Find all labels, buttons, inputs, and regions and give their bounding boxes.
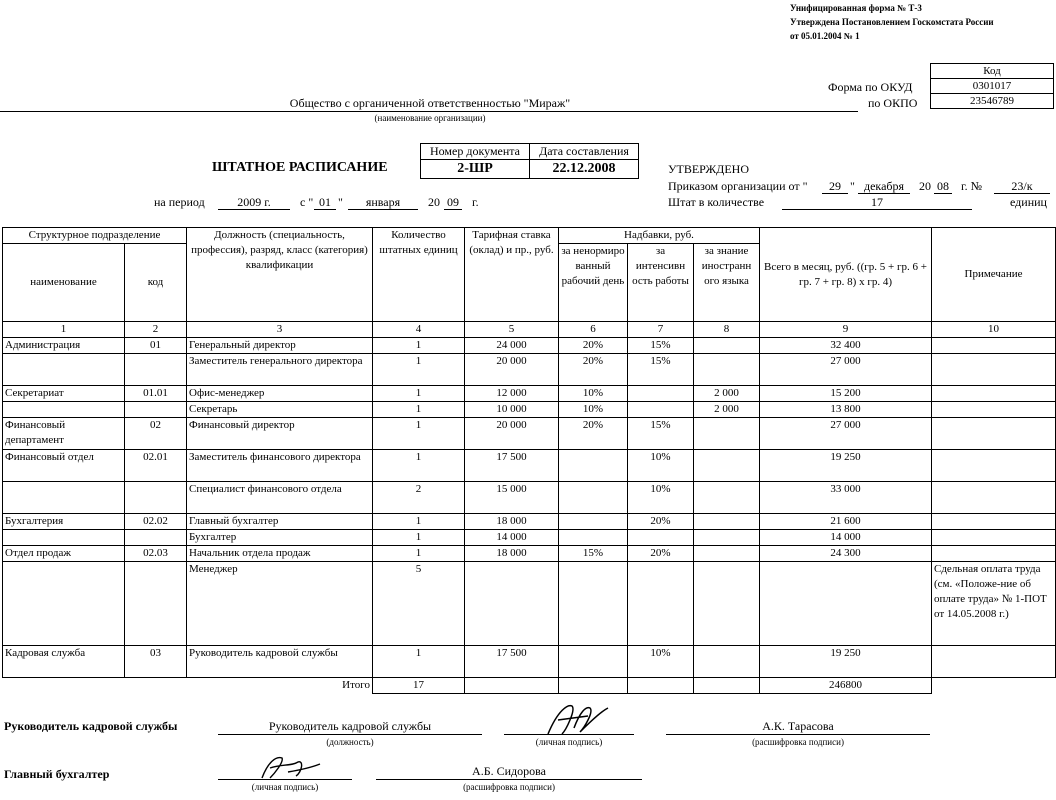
period-year-line bbox=[218, 209, 290, 210]
row-note bbox=[932, 418, 1056, 450]
header-total: Всего в месяц, руб. ((гр. 5 + гр. 6 + гр. 7 + гр. 8) х гр. 4) bbox=[760, 228, 932, 322]
row-code: 03 bbox=[125, 646, 187, 678]
row-dept bbox=[3, 354, 125, 386]
codes-table bbox=[930, 63, 1054, 109]
row-allow-3: 2 000 bbox=[694, 402, 760, 418]
period-day-line bbox=[314, 209, 336, 210]
row-note bbox=[932, 338, 1056, 354]
staff-count-line bbox=[782, 209, 972, 210]
row-allow-2: 10% bbox=[628, 450, 694, 482]
row-allow-1 bbox=[559, 530, 628, 546]
header-note: Примечание bbox=[932, 228, 1056, 322]
row-position: Генеральный директор bbox=[187, 338, 373, 354]
row-dept: Секретариат bbox=[3, 386, 125, 402]
period-label: на период bbox=[154, 195, 205, 209]
doc-date-header: Дата составления bbox=[530, 144, 639, 160]
row-allow-3 bbox=[694, 482, 760, 514]
row-dept bbox=[3, 402, 125, 418]
row-allow-3 bbox=[694, 514, 760, 530]
header-rate: Тарифная ставка (оклад) и пр., руб. bbox=[465, 228, 559, 322]
row-total: 19 250 bbox=[760, 646, 932, 678]
row-rate: 24 000 bbox=[465, 338, 559, 354]
row-count: 1 bbox=[373, 338, 465, 354]
row-allow-1: 20% bbox=[559, 354, 628, 386]
org-name: Общество с органиченной ответственностью "Мираж" bbox=[289, 96, 571, 110]
period-g: г. bbox=[472, 195, 479, 209]
total-empty bbox=[628, 678, 694, 694]
header-struct: Структурное подразделение bbox=[3, 228, 187, 244]
staff-label: Штат в количестве bbox=[668, 195, 765, 209]
header-position: Должность (специальность, профессия), разряд, класс (категория) квалификации bbox=[187, 228, 373, 322]
doc-title: ШТАТНОЕ РАСПИСАНИЕ bbox=[212, 160, 388, 175]
acc-sign-caption: (личная подпись) bbox=[251, 782, 319, 792]
row-allow-2 bbox=[628, 530, 694, 546]
row-position: Бухгалтер bbox=[187, 530, 373, 546]
row-total: 15 200 bbox=[760, 386, 932, 402]
hr-name: А.К. Тарасова bbox=[762, 719, 834, 733]
row-dept bbox=[3, 530, 125, 546]
approved-number-line bbox=[994, 193, 1050, 194]
row-allow-1: 15% bbox=[559, 546, 628, 562]
header-name: наименование bbox=[3, 244, 125, 322]
acc-name-caption: (расшифровка подписи) bbox=[463, 782, 555, 792]
row-code bbox=[125, 402, 187, 418]
row-allow-1: 10% bbox=[559, 402, 628, 418]
row-dept: Финансовый отдел bbox=[3, 450, 125, 482]
row-rate: 18 000 bbox=[465, 546, 559, 562]
table-row bbox=[3, 386, 1056, 402]
table-row bbox=[3, 450, 1056, 482]
row-allow-3: 2 000 bbox=[694, 386, 760, 402]
row-total: 14 000 bbox=[760, 530, 932, 546]
row-code: 02.03 bbox=[125, 546, 187, 562]
header-count: Количество штатных единиц bbox=[373, 228, 465, 322]
period-month-line bbox=[348, 209, 418, 210]
row-allow-3 bbox=[694, 338, 760, 354]
approved-month-line bbox=[858, 193, 910, 194]
period-year-prefix: 20 bbox=[428, 195, 440, 209]
row-allow-3 bbox=[694, 546, 760, 562]
row-allow-1: 20% bbox=[559, 418, 628, 450]
staff-count: 17 bbox=[871, 195, 883, 209]
okpo-label: по ОКПО bbox=[868, 96, 918, 110]
row-note: Сдельная оплата труда (см. «Положе-ние об оплате труда» № 1-ПОТ от 14.05.2008 г.) bbox=[932, 562, 1056, 646]
total-sum: 246800 bbox=[760, 678, 932, 694]
row-allow-2: 10% bbox=[628, 646, 694, 678]
row-allow-3 bbox=[694, 530, 760, 546]
approved-year-line bbox=[934, 193, 952, 194]
hr-sign-line bbox=[504, 734, 634, 735]
row-total bbox=[760, 562, 932, 646]
row-count: 2 bbox=[373, 482, 465, 514]
row-total: 27 000 bbox=[760, 418, 932, 450]
period-from: с " bbox=[300, 195, 314, 209]
row-allow-2 bbox=[628, 386, 694, 402]
period-year: 2009 г. bbox=[237, 195, 271, 209]
period-month: января bbox=[365, 195, 401, 209]
table-row bbox=[3, 338, 1056, 354]
period-day: 01 bbox=[319, 195, 331, 209]
period-year-suffix: 09 bbox=[447, 195, 459, 209]
row-position: Офис-менеджер bbox=[187, 386, 373, 402]
hr-position-line bbox=[218, 734, 482, 735]
row-dept: Отдел продаж bbox=[3, 546, 125, 562]
row-count: 1 bbox=[373, 646, 465, 678]
row-position: Секретарь bbox=[187, 402, 373, 418]
row-count: 1 bbox=[373, 354, 465, 386]
row-position: Специалист финансового отдела bbox=[187, 482, 373, 514]
row-total: 21 600 bbox=[760, 514, 932, 530]
row-count: 1 bbox=[373, 546, 465, 562]
row-note bbox=[932, 482, 1056, 514]
row-dept bbox=[3, 482, 125, 514]
row-total: 32 400 bbox=[760, 338, 932, 354]
row-count: 1 bbox=[373, 514, 465, 530]
total-spacer bbox=[932, 678, 1056, 694]
header-allow-1: за ненормиро ванный рабочий день bbox=[559, 244, 628, 322]
hr-name-caption: (расшифровка подписи) bbox=[752, 737, 844, 747]
approved-number: 23/к bbox=[1011, 179, 1033, 193]
hr-sign-caption: (личная подпись) bbox=[535, 737, 603, 747]
approved-order-label: Приказом организации от " bbox=[668, 179, 808, 193]
org-name-underline bbox=[0, 111, 858, 112]
table-row bbox=[3, 546, 1056, 562]
staffing-table bbox=[2, 227, 1056, 694]
row-total: 19 250 bbox=[760, 450, 932, 482]
form-header-line3: от 05.01.2004 № 1 bbox=[790, 31, 860, 41]
hr-name-line bbox=[666, 734, 930, 735]
row-allow-2 bbox=[628, 402, 694, 418]
row-allow-1: 10% bbox=[559, 386, 628, 402]
acc-sign-line bbox=[218, 779, 352, 780]
row-allow-3 bbox=[694, 418, 760, 450]
row-code bbox=[125, 530, 187, 546]
approved-number-label: г. № bbox=[961, 179, 983, 193]
col-num: 6 bbox=[559, 322, 628, 338]
row-rate: 14 000 bbox=[465, 530, 559, 546]
table-row bbox=[3, 514, 1056, 530]
org-caption: (наименование организации) bbox=[374, 113, 486, 123]
row-position: Заместитель генерального директора bbox=[187, 354, 373, 386]
row-rate: 17 500 bbox=[465, 646, 559, 678]
total-spacer bbox=[3, 678, 125, 694]
row-rate: 18 000 bbox=[465, 514, 559, 530]
acc-sign-label: Главный бухгалтер bbox=[4, 767, 110, 781]
row-dept bbox=[3, 562, 125, 646]
row-position: Главный бухгалтер bbox=[187, 514, 373, 530]
col-num: 8 bbox=[694, 322, 760, 338]
table-row bbox=[3, 646, 1056, 678]
row-allow-2: 15% bbox=[628, 418, 694, 450]
approved-quote: " bbox=[850, 179, 855, 193]
row-count: 5 bbox=[373, 562, 465, 646]
total-spacer bbox=[125, 678, 187, 694]
row-allow-2: 15% bbox=[628, 338, 694, 354]
row-code bbox=[125, 482, 187, 514]
row-note bbox=[932, 646, 1056, 678]
header-allow-3: за знание иностранн ого языка bbox=[694, 244, 760, 322]
row-position: Руководитель кадровой службы bbox=[187, 646, 373, 678]
row-note bbox=[932, 386, 1056, 402]
row-code: 02.01 bbox=[125, 450, 187, 482]
row-allow-1 bbox=[559, 646, 628, 678]
period-year-suffix-line bbox=[444, 209, 462, 210]
form-header-line2: Утверждена Постановлением Госкомстата России bbox=[790, 17, 994, 27]
hr-position-caption: (должность) bbox=[326, 737, 374, 747]
hr-sign-label: Руководитель кадровой службы bbox=[4, 719, 178, 733]
row-allow-2 bbox=[628, 562, 694, 646]
total-count: 17 bbox=[373, 678, 465, 694]
row-note bbox=[932, 530, 1056, 546]
codes-header: Код bbox=[931, 64, 1054, 79]
row-allow-3 bbox=[694, 562, 760, 646]
acc-name: А.Б. Сидорова bbox=[472, 764, 546, 778]
col-num: 4 bbox=[373, 322, 465, 338]
row-position: Заместитель финансового директора bbox=[187, 450, 373, 482]
header-allowances: Надбавки, руб. bbox=[559, 228, 760, 244]
row-allow-1 bbox=[559, 514, 628, 530]
row-count: 1 bbox=[373, 386, 465, 402]
row-allow-2: 10% bbox=[628, 482, 694, 514]
col-num: 10 bbox=[932, 322, 1056, 338]
row-total: 33 000 bbox=[760, 482, 932, 514]
row-allow-2: 20% bbox=[628, 546, 694, 562]
row-rate: 20 000 bbox=[465, 354, 559, 386]
row-position: Финансовый директор bbox=[187, 418, 373, 450]
row-dept: Администрация bbox=[3, 338, 125, 354]
row-count: 1 bbox=[373, 402, 465, 418]
table-row bbox=[3, 354, 1056, 386]
row-allow-3 bbox=[694, 450, 760, 482]
row-allow-1 bbox=[559, 450, 628, 482]
form-header-line1: Унифицированная форма № Т-3 bbox=[790, 3, 922, 13]
row-allow-2: 15% bbox=[628, 354, 694, 386]
approved-title: УТВЕРЖДЕНО bbox=[668, 162, 750, 176]
hr-position: Руководитель кадровой службы bbox=[268, 719, 432, 733]
table-row bbox=[3, 402, 1056, 418]
header-allow-2: за интенсивн ость работы bbox=[628, 244, 694, 322]
col-num: 5 bbox=[465, 322, 559, 338]
total-empty bbox=[559, 678, 628, 694]
row-code bbox=[125, 354, 187, 386]
table-row bbox=[3, 418, 1056, 450]
row-code: 02 bbox=[125, 418, 187, 450]
total-label: Итого bbox=[342, 679, 370, 691]
row-rate: 12 000 bbox=[465, 386, 559, 402]
row-allow-3 bbox=[694, 354, 760, 386]
row-note bbox=[932, 450, 1056, 482]
row-count: 1 bbox=[373, 418, 465, 450]
row-code: 01.01 bbox=[125, 386, 187, 402]
row-rate: 10 000 bbox=[465, 402, 559, 418]
row-note bbox=[932, 546, 1056, 562]
col-num: 9 bbox=[760, 322, 932, 338]
row-allow-2: 20% bbox=[628, 514, 694, 530]
acc-name-line bbox=[376, 779, 642, 780]
header-code: код bbox=[125, 244, 187, 322]
row-dept: Кадровая служба bbox=[3, 646, 125, 678]
okud-value: 0301017 bbox=[931, 79, 1054, 94]
row-code: 01 bbox=[125, 338, 187, 354]
col-num: 3 bbox=[187, 322, 373, 338]
row-position: Начальник отдела продаж bbox=[187, 546, 373, 562]
row-rate bbox=[465, 562, 559, 646]
approved-day-line bbox=[822, 193, 848, 194]
total-empty bbox=[694, 678, 760, 694]
row-rate: 20 000 bbox=[465, 418, 559, 450]
col-num: 7 bbox=[628, 322, 694, 338]
table-row bbox=[3, 482, 1056, 514]
table-row bbox=[3, 562, 1056, 646]
row-allow-1: 20% bbox=[559, 338, 628, 354]
doc-number-value: 2-ШР bbox=[421, 160, 530, 179]
row-count: 1 bbox=[373, 530, 465, 546]
okpo-value: 23546789 bbox=[931, 94, 1054, 109]
row-allow-3 bbox=[694, 646, 760, 678]
row-rate: 17 500 bbox=[465, 450, 559, 482]
row-total: 24 300 bbox=[760, 546, 932, 562]
row-dept: Бухгалтерия bbox=[3, 514, 125, 530]
approved-year-prefix: 20 bbox=[919, 179, 931, 193]
col-num: 2 bbox=[125, 322, 187, 338]
doc-date-value: 22.12.2008 bbox=[530, 160, 639, 179]
row-code: 02.02 bbox=[125, 514, 187, 530]
row-total: 13 800 bbox=[760, 402, 932, 418]
period-quote: " bbox=[338, 195, 343, 209]
row-position: Менеджер bbox=[187, 562, 373, 646]
approved-day: 29 bbox=[829, 179, 841, 193]
approved-month: декабря bbox=[863, 179, 905, 193]
total-empty bbox=[465, 678, 559, 694]
row-note bbox=[932, 514, 1056, 530]
staff-units: единиц bbox=[1010, 195, 1047, 209]
row-rate: 15 000 bbox=[465, 482, 559, 514]
row-note bbox=[932, 354, 1056, 386]
doc-number-header: Номер документа bbox=[421, 144, 530, 160]
row-allow-1 bbox=[559, 482, 628, 514]
row-note bbox=[932, 402, 1056, 418]
approved-year: 08 bbox=[937, 179, 949, 193]
table-row bbox=[3, 530, 1056, 546]
okud-label: Форма по ОКУД bbox=[828, 80, 913, 94]
row-count: 1 bbox=[373, 450, 465, 482]
row-allow-1 bbox=[559, 562, 628, 646]
col-num: 1 bbox=[3, 322, 125, 338]
row-code bbox=[125, 562, 187, 646]
row-total: 27 000 bbox=[760, 354, 932, 386]
doc-number-table bbox=[420, 143, 639, 179]
row-dept: Финансовый департамент bbox=[3, 418, 125, 450]
